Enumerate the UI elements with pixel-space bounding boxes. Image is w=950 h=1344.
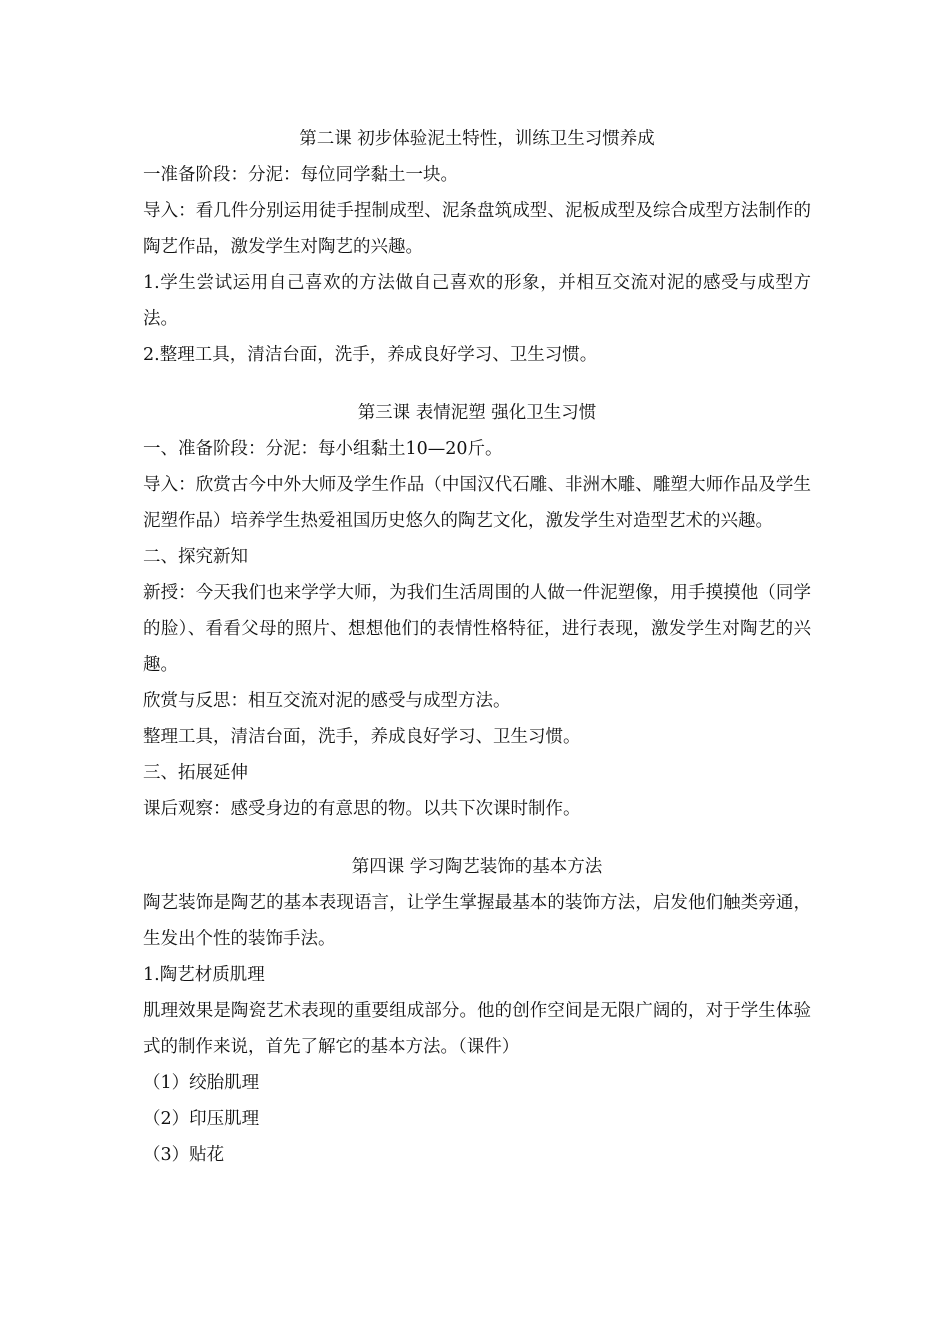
paragraph: （3）贴花 [143, 1145, 225, 1165]
paragraph: 导入：欣赏古今中外大师及学生作品（中国汉代石雕、非洲木雕、雕塑大师作品及学生泥塑作品）培养学生热爱祖国历史悠久的陶艺文化，激发学生对造型艺术的兴趣。 [143, 475, 811, 531]
section-title: 第四课 学习陶艺装饰的基本方法 [351, 857, 603, 877]
paragraph: 三、拓展延伸 [143, 763, 248, 783]
paragraph: 新授：今天我们也来学学大师，为我们生活周围的人做一件泥塑像，用手摸摸他（同学的脸）、看看父母的照片、想想他们的表情性格特征，进行表现，激发学生对陶艺的兴趣。 [143, 583, 811, 675]
paragraph: 导入：看几件分别运用徒手捏制成型、泥条盘筑成型、泥板成型及综合成型方法制作的陶艺作品，激发学生对陶艺的兴趣。 [143, 201, 811, 257]
lesson-section-4 [143, 849, 811, 1173]
section-title: 第二课 初步体验泥土特性，训练卫生习惯养成 [299, 129, 655, 149]
paragraph: 2.整理工具，清洁台面，洗手，养成良好学习、卫生习惯。 [143, 345, 598, 365]
paragraph: 肌理效果是陶瓷艺术表现的重要组成部分。他的创作空间是无限广阔的，对于学生体验式的制作来说，首先了解它的基本方法。（课件） [143, 1001, 811, 1057]
paragraph: 一准备阶段：分泥：每位同学黏土一块。 [143, 165, 458, 185]
document-page [143, 121, 811, 1173]
section-spacer [143, 827, 811, 849]
paragraph: 1.陶艺材质肌理 [143, 965, 265, 985]
section-title: 第三课 表情泥塑 强化卫生习惯 [357, 403, 597, 423]
paragraph: 一、准备阶段：分泥：每小组黏土10—20斤。 [143, 439, 503, 459]
paragraph: 二、探究新知 [143, 547, 248, 567]
lesson-section-2 [143, 121, 811, 373]
paragraph: （2）印压肌理 [143, 1109, 260, 1129]
paragraph: 陶艺装饰是陶艺的基本表现语言，让学生掌握最基本的装饰方法，启发他们触类旁通，生发出个性的装饰手法。 [143, 893, 811, 949]
section-spacer [143, 373, 811, 395]
paragraph: 1.学生尝试运用自己喜欢的方法做自己喜欢的形象，并相互交流对泥的感受与成型方法。 [143, 273, 811, 329]
paragraph: （1）绞胎肌理 [143, 1073, 260, 1093]
paragraph: 欣赏与反思：相互交流对泥的感受与成型方法。 [143, 691, 511, 711]
lesson-section-3 [143, 395, 811, 827]
paragraph: 课后观察：感受身边的有意思的物。以共下次课时制作。 [143, 799, 581, 819]
paragraph: 整理工具，清洁台面，洗手，养成良好学习、卫生习惯。 [143, 727, 581, 747]
